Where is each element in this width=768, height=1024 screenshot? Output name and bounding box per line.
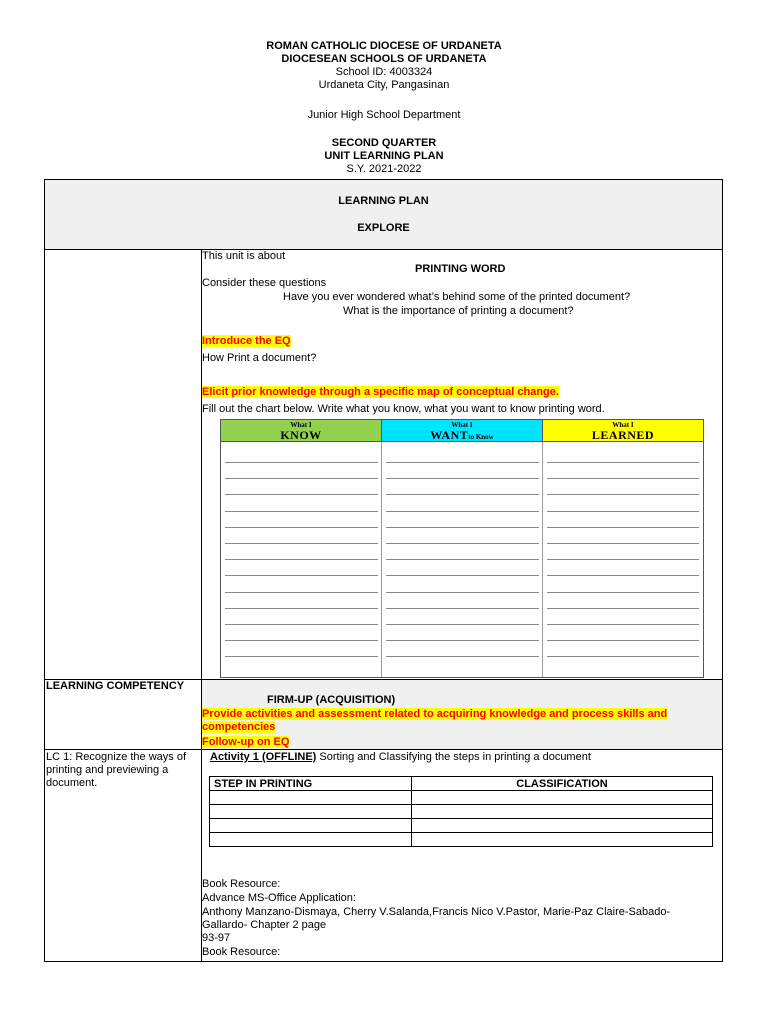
school-id: School ID: 4003324: [335, 66, 433, 78]
kwl-ruled-line: [225, 656, 378, 657]
kwl-ruled-line: [547, 575, 699, 576]
book-resource-label-2: Book Resource:: [202, 946, 281, 958]
activity-description: Sorting and Classifying the steps in printing a document: [316, 751, 591, 763]
kwl-ruled-line: [547, 494, 699, 495]
table-cell[interactable]: [210, 819, 412, 833]
kwl-ruled-line: [386, 656, 539, 657]
kwl-ruled-line: [386, 592, 539, 593]
kwl-ruled-line: [225, 575, 378, 576]
unit-topic: PRINTING WORD: [415, 263, 506, 275]
kwl-ruled-line: [547, 511, 699, 512]
classification-header: CLASSIFICATION: [412, 777, 713, 791]
kwl-ruled-line: [547, 462, 699, 463]
kwl-ruled-line: [225, 543, 378, 544]
step-header: STEP IN PRINTING: [210, 777, 412, 791]
kwl-chart: [220, 419, 704, 678]
kwl-ruled-line: [386, 559, 539, 560]
firm-up-title: FIRM-UP (ACQUISITION): [267, 694, 396, 706]
table-cell[interactable]: [210, 791, 412, 805]
school-location: Urdaneta City, Pangasinan: [318, 79, 450, 91]
kwl-know-big: KNOW: [280, 428, 322, 442]
kwl-ruled-line: [225, 478, 378, 479]
kwl-ruled-line: [386, 494, 539, 495]
learning-plan-band: [45, 180, 722, 250]
kwl-want-suffix: to Know: [468, 433, 494, 441]
kwl-want-big: WANT: [430, 428, 469, 442]
kwl-ruled-line: [225, 559, 378, 560]
kwl-ruled-line: [547, 608, 699, 609]
kwl-ruled-line: [225, 640, 378, 641]
table-cell[interactable]: [412, 805, 713, 819]
elicit-label: Elicit prior knowledge through a specific map of conceptual change.: [202, 386, 559, 398]
kwl-ruled-line: [225, 527, 378, 528]
firm-up-instruction: Provide activities and assessment related to acquiring knowledge and process skills and competencies: [202, 708, 668, 733]
kwl-ruled-line: [386, 575, 539, 576]
kwl-ruled-line: [547, 559, 699, 560]
activity-label: Activity 1 (OFFLINE): [210, 751, 317, 763]
quarter: SECOND QUARTER: [331, 137, 437, 149]
learning-plan-title: LEARNING PLAN: [338, 195, 429, 207]
school-year: S.Y. 2021-2022: [346, 163, 422, 175]
document-header: [0, 40, 768, 92]
kwl-ruled-line: [386, 478, 539, 479]
kwl-ruled-line: [386, 608, 539, 609]
learning-competency-label: LEARNING COMPETENCY: [46, 680, 185, 692]
book-title: Advance MS-Office Application:: [202, 892, 356, 904]
diocese-name: ROMAN CATHOLIC DIOCESE OF URDANETA: [266, 40, 502, 52]
kwl-know-small: What I: [290, 421, 312, 429]
table-cell[interactable]: [412, 791, 713, 805]
sorting-table: [209, 776, 713, 847]
kwl-ruled-line: [225, 511, 378, 512]
row-divider: [45, 749, 722, 750]
kwl-ruled-line: [547, 656, 699, 657]
kwl-ruled-line: [386, 640, 539, 641]
kwl-ruled-line: [386, 462, 539, 463]
follow-up-eq: Follow-up on EQ: [202, 736, 290, 748]
kwl-ruled-line: [386, 624, 539, 625]
essential-question-1: Have you ever wondered what’s behind some of the printed document?: [283, 291, 631, 303]
unit-intro: This unit is about: [202, 250, 286, 262]
kwl-ruled-line: [547, 527, 699, 528]
kwl-ruled-line: [386, 511, 539, 512]
kwl-ruled-line: [225, 624, 378, 625]
table-cell[interactable]: [210, 833, 412, 847]
school-system-name: DIOCESEAN SCHOOLS OF URDANETA: [281, 53, 487, 65]
kwl-ruled-line: [225, 462, 378, 463]
consider-label: Consider these questions: [202, 277, 327, 289]
table-cell[interactable]: [412, 819, 713, 833]
kwl-want-small: What I: [451, 421, 473, 429]
kwl-learned-small: What I: [612, 421, 634, 429]
kwl-ruled-line: [547, 624, 699, 625]
kwl-want-header: [382, 420, 543, 442]
kwl-ruled-line: [547, 478, 699, 479]
eq-text: How Print a document?: [202, 352, 317, 364]
book-authors-cont: Gallardo- Chapter 2 page: [202, 919, 327, 931]
lc1-competency: LC 1: Recognize the ways of printing and previewing a document.: [46, 751, 187, 789]
kwl-ruled-line: [225, 592, 378, 593]
kwl-learned-header: [543, 420, 703, 442]
department: Junior High School Department: [307, 109, 461, 121]
kwl-ruled-line: [386, 527, 539, 528]
kwl-know-header: [221, 420, 382, 442]
essential-question-2: What is the importance of printing a document?: [343, 305, 574, 317]
book-authors: Anthony Manzano-Dismaya, Cherry V.Salanda,Francis Nico V.Pastor, Marie-Paz Claire-Sabado-: [202, 906, 671, 918]
explore-title: EXPLORE: [357, 222, 410, 234]
kwl-ruled-line: [547, 543, 699, 544]
kwl-ruled-line: [386, 543, 539, 544]
chart-instruction: Fill out the chart below. Write what you know, what you want to know printing word.: [202, 403, 605, 415]
kwl-ruled-line: [547, 592, 699, 593]
kwl-ruled-line: [225, 494, 378, 495]
kwl-learned-big: LEARNED: [591, 428, 655, 442]
kwl-ruled-line: [225, 608, 378, 609]
table-cell[interactable]: [412, 833, 713, 847]
kwl-ruled-line: [547, 640, 699, 641]
book-resource-label: Book Resource:: [202, 878, 281, 890]
plan-title: UNIT LEARNING PLAN: [324, 150, 444, 162]
table-cell[interactable]: [210, 805, 412, 819]
introduce-eq-label: Introduce the EQ: [202, 335, 291, 347]
book-pages: 93-97: [202, 932, 231, 944]
